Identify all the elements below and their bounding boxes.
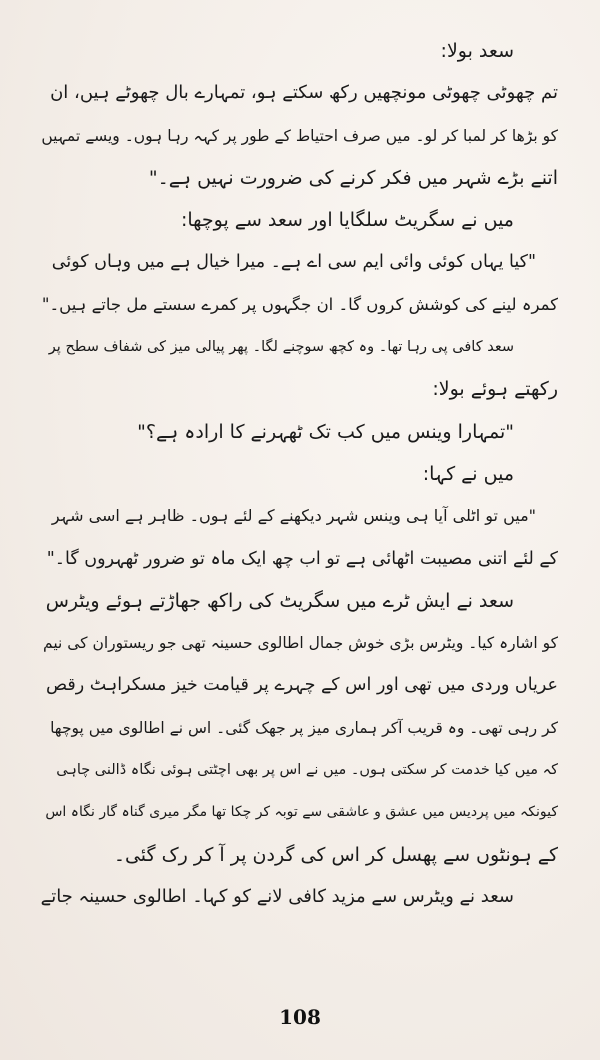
text-line: کے ہونٹوں سے پھسل کر اس کی گردن پر آ کر رک گئی۔ bbox=[113, 843, 558, 866]
text-line: رکھتے ہوئے بولا: bbox=[432, 378, 558, 401]
text-line: کمرہ لینے کی کوشش کروں گا۔ ان جگہوں پر کمرے سستے مل جاتے ہیں۔" bbox=[41, 294, 558, 314]
text-line: سعد نے ویٹرس سے مزید کافی لانے کو کہا۔ اطالوی حسینہ جاتے bbox=[40, 885, 514, 907]
text-line: عریاں وردی میں تھی اور اس کے چہرے پر قیامت خیز مسکراہٹ رقص bbox=[45, 675, 558, 696]
text-line: کو بڑھا کر لمبا کر لو۔ میں صرف احتیاط کے طور پر کہہ رہا ہوں۔ ویسے تمہیں bbox=[41, 126, 558, 145]
text-line: کر رہی تھی۔ وہ قریب آکر ہماری میز پر جھک گئی۔ اس نے اطالوی میں پوچھا bbox=[50, 718, 558, 737]
text-line: میں نے سگریٹ سلگایا اور سعد سے پوچھا: bbox=[180, 209, 514, 232]
body-text bbox=[40, 30, 558, 918]
text-line: کہ میں کیا خدمت کر سکتی ہوں۔ میں نے اس پر بھی اچٹتی ہوئی نگاہ ڈالنی چاہی bbox=[56, 762, 558, 779]
page-number: 108 bbox=[279, 1005, 321, 1029]
text-line: اتنے بڑے شہر میں فکر کرنے کی ضرورت نہیں ہے۔" bbox=[148, 166, 558, 189]
text-line: کیونکہ میں پردیس میں عشق و عاشقی سے توبہ کر چکا تھا مگر میری گناہ گار نگاہ اس bbox=[45, 804, 558, 821]
text-line: "تمہارا وینس میں کب تک ٹھہرنے کا ارادہ ہے؟" bbox=[137, 420, 514, 443]
text-line: "میں تو اٹلی آیا ہی وینس شہر دیکھنے کے لئے ہوں۔ ظاہر ہے اسی شہر bbox=[51, 506, 536, 526]
text-line: سعد بولا: bbox=[440, 40, 514, 62]
text-line: کو اشارہ کیا۔ ویٹرس بڑی خوش جمال اطالوی حسینہ تھی جو ریستوران کی نیم bbox=[43, 634, 558, 653]
text-line: سعد کافی پی رہا تھا۔ وہ کچھ سوچنے لگا۔ پھر پیالی میز کی شفاف سطح پر bbox=[48, 339, 514, 356]
text-line: میں نے کہا: bbox=[422, 462, 514, 485]
text-line: سعد نے ایش ٹرے میں سگریٹ کی راکھ جھاڑتے ہوئے ویٹرس bbox=[45, 589, 514, 612]
text-line: تم چھوٹی چھوٹی مونچھیں رکھ سکتے ہو، تمہارے بال چھوٹے ہیں، ان bbox=[50, 82, 558, 104]
text-line: کے لئے اتنی مصیبت اٹھائی ہے تو اب چھ ایک ماہ تو ضرور ٹھہروں گا۔" bbox=[46, 548, 558, 569]
text-line: "کیا یہاں کوئی وائی ایم سی اے ہے۔ میرا خیال ہے میں وہاں کوئی bbox=[51, 252, 536, 273]
